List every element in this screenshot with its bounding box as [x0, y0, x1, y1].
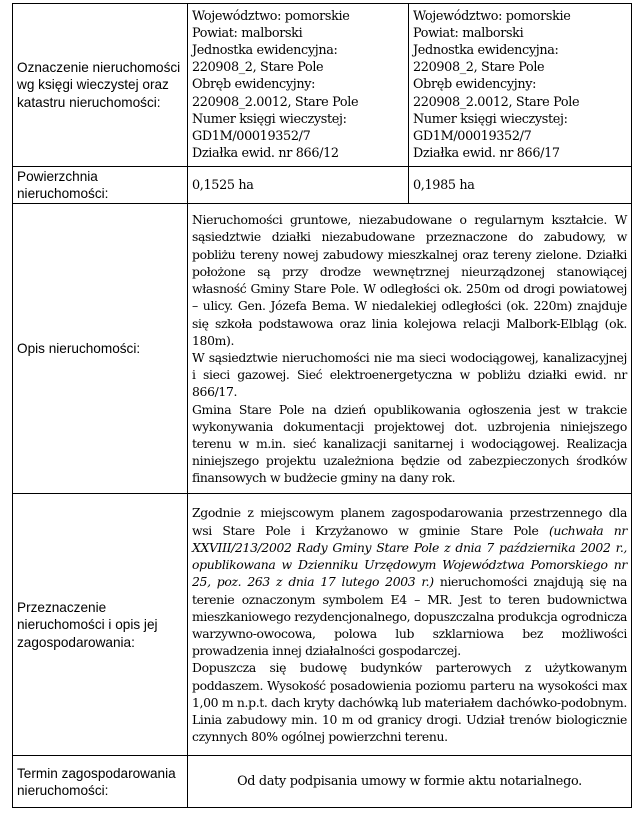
opis-paragraph-2: W sąsiedztwie nieruchomości nie ma sieci wodociągowej, kanalizacyjnej i sieci gazowej. Sieć elektroenergetyczna w pobliżu działki ewid. nr 866/17. — [192, 349, 627, 400]
label-przeznaczenie: Przeznaczenie nieruchomości i opis jej zagospodarowania: — [13, 494, 188, 756]
przeznaczenie-p1-italic: (uchwała nr XXVIII/213/2002 Rady Gminy Stare Pole z dnia 7 października 2002 r., opublikowana w Dzienniku Urzędowym Województwa Pomorskiego nr 25, poz. 263 z dnia 17 lutego 2003 r.) — [192, 522, 628, 590]
oznaczenie-line: Jednostka ewidencyjna: — [413, 42, 559, 58]
label-opis: Opis nieruchomości: — [13, 204, 188, 494]
opis-paragraph-3: Gmina Stare Pole na dzień opublikowania ogłoszenia jest w trakcie wykonywania dokumentacji projektowej dot. uzbrojenia niniejszego terenu w m.in. sieć kanalizacji sanitarnej i wodociągowej. Realizacja niniejszego projektu uzależniona będzie od zabezpieczonych środków finansowych w budżecie gminy na dany rok. — [192, 401, 627, 486]
przeznaczenie-paragraph-2: Dopuszcza się budowę budynków parterowych z użytkowanym poddaszem. Wysokość posadowienia poziomu parteru na wysokości max 1,00 m n.p.t. dach kryty dachówką lub materiałem dachówko-podobnym. Linia zabudowy min. 10 m od granicy drogi. Udział trenów biologicznie czynnych 80% ogólnej powierzchni terenu. — [192, 660, 627, 745]
oznaczenie-line: 220908_2.0012, Stare Pole — [413, 94, 580, 110]
powierzchnia-col2: 0,1985 ha — [409, 167, 632, 204]
oznaczenie-line: Obręb ewidencyjny: — [192, 77, 316, 93]
oznaczenie-line: 220908_2, Stare Pole — [413, 60, 545, 76]
przeznaczenie-paragraph-1 — [192, 504, 627, 659]
row-termin — [13, 756, 632, 808]
oznaczenie-line: 220908_2, Stare Pole — [192, 60, 324, 76]
oznaczenie-line: GD1M/00019352/7 — [413, 129, 532, 144]
przeznaczenie-p1-after: nieruchomości znajdują się na terenie oznaczonym symbolem E4 – MR. Jest to teren budownictwa mieszkaniowego rezydencjonalnego, dopuszczalna produkcja ogrodnicza warzywno-owocowa, polowa lub szklarniowa bez możliwości prowadzenia innej działalności gospodarczej. — [192, 574, 627, 659]
oznaczenie-line: Numer księgi wieczystej: — [192, 111, 347, 127]
oznaczenie-col1 — [188, 4, 409, 167]
oznaczenie-line: Województwo: pomorskie — [192, 8, 350, 24]
przeznaczenie-p1-before: Zgodnie z miejscowym planem zagospodarowania przestrzennego dla wsi Stare Pole i Krzyżanowo w gminie Stare Pole — [192, 505, 627, 538]
przeznaczenie-text — [188, 494, 632, 756]
property-table — [12, 3, 632, 808]
oznaczenie-line: Obręb ewidencyjny: — [413, 77, 537, 93]
termin-value: Od daty podpisania umowy w formie aktu notarialnego. — [188, 756, 632, 808]
oznaczenie-line: 220908_2.0012, Stare Pole — [192, 94, 359, 110]
oznaczenie-line: Numer księgi wieczystej: — [413, 111, 568, 127]
opis-text — [188, 204, 632, 494]
label-oznaczenie: Oznaczenie nieruchomości wg księgi wieczystej oraz katastru nieruchomości: — [13, 4, 188, 167]
oznaczenie-line: Powiat: malborski — [192, 25, 303, 41]
oznaczenie-line: Powiat: malborski — [413, 25, 524, 41]
oznaczenie-line: Jednostka ewidencyjna: — [192, 42, 338, 58]
label-termin: Termin zagospodarowania nieruchomości: — [13, 756, 188, 808]
powierzchnia-col1: 0,1525 ha — [188, 167, 409, 204]
row-oznaczenie — [13, 4, 632, 167]
label-powierzchnia: Powierzchnia nieruchomości: — [13, 167, 188, 204]
oznaczenie-line: Działka ewid. nr 866/17 — [413, 146, 560, 162]
row-powierzchnia — [13, 167, 632, 204]
oznaczenie-line: Działka ewid. nr 866/12 — [192, 146, 339, 162]
opis-paragraph-1: Nieruchomości gruntowe, niezabudowane o regularnym kształcie. W sąsiedztwie działki niezabudowane przeznaczone do zabudowy, w pobliżu tereny nowej zabudowy mieszkalnej oraz tereny zielone. Działki położone są przy drodze wewnętrznej nieurządzonej stanowiącej własność Gminy Stare Pole. W odległości ok. 250m od drogi powiatowej – ulicy. Gen. Józefa Bema. W niedalekiej odległości (ok. 220m) znajduje się szkoła podstawowa oraz linia kolejowa relacji Malbork-Elbląg (ok. 180m). — [192, 212, 627, 348]
row-przeznaczenie — [13, 494, 632, 756]
oznaczenie-col2 — [409, 4, 632, 167]
oznaczenie-line: Województwo: pomorskie — [413, 8, 571, 24]
oznaczenie-line: GD1M/00019352/7 — [192, 129, 311, 144]
row-opis — [13, 204, 632, 494]
